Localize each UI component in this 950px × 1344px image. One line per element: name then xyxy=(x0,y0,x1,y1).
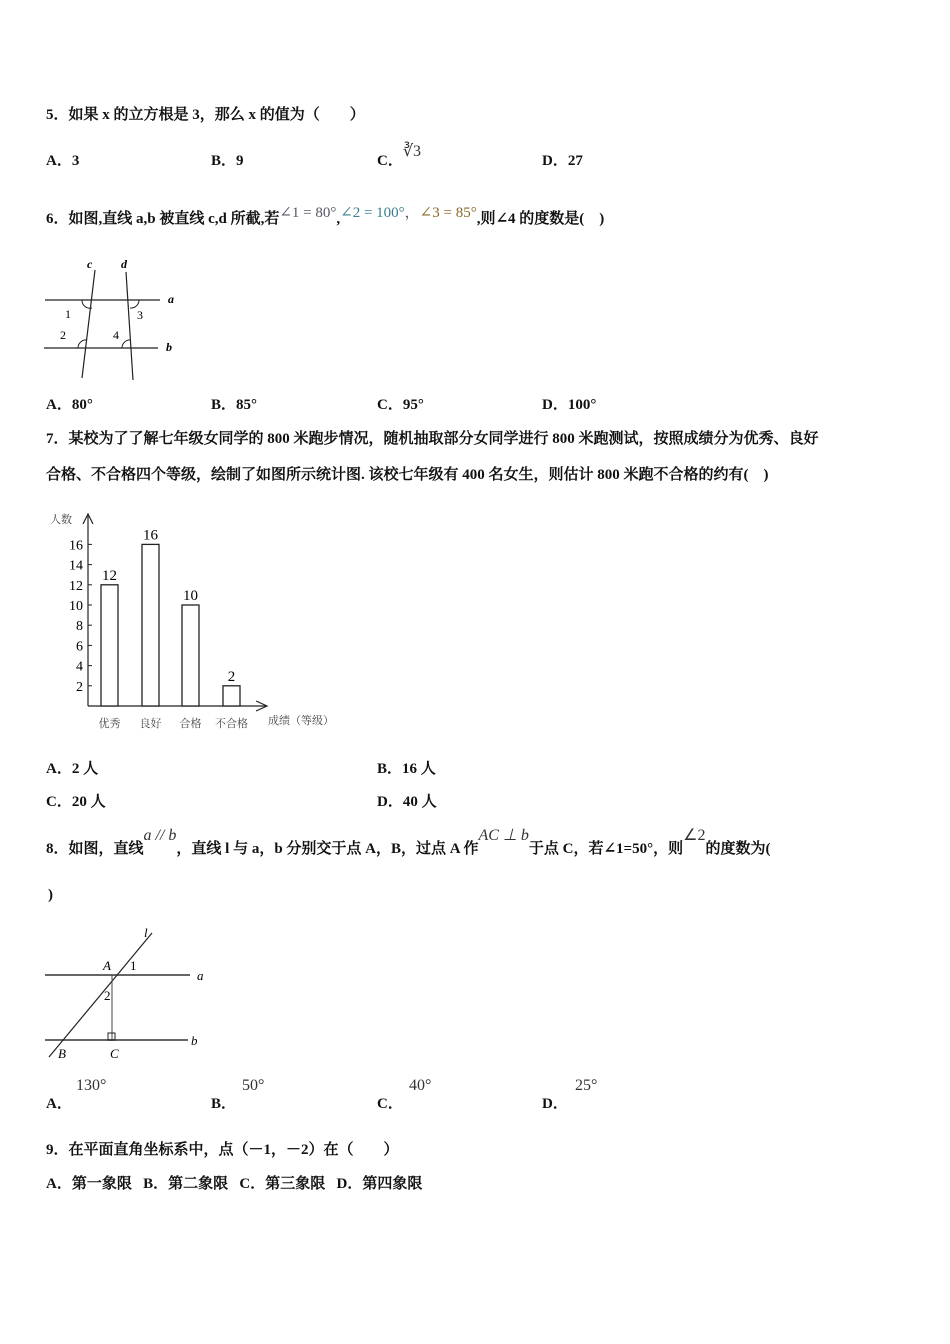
label-point-a: A xyxy=(103,958,111,973)
condition-3: ∠3 = 85° xyxy=(419,205,477,221)
option-value: 100° xyxy=(567,397,597,413)
q9-option-d[interactable] xyxy=(337,1176,423,1192)
q9-stem: 9．在平面直角坐标系中，点（－1，－2）在（ ） xyxy=(46,1142,399,1158)
q8-option-d-label[interactable]: D． xyxy=(542,1096,568,1112)
option-label: B． xyxy=(211,153,237,169)
option-value: 40 人 xyxy=(402,794,437,810)
option-label: D． xyxy=(542,397,568,413)
y-tick-label: 16 xyxy=(69,538,83,554)
option-label: C． xyxy=(377,153,403,169)
option-label: C． xyxy=(239,1176,266,1192)
label-angle-1: 1 xyxy=(130,958,137,973)
stem-text: 6．如图,直线 a,b 被直线 c,d 所截,若 xyxy=(46,211,280,227)
label-angle-1: 1 xyxy=(65,307,71,321)
bar-value-label: 10 xyxy=(183,588,198,604)
option-label: A． xyxy=(46,397,72,413)
bar-value-label: 12 xyxy=(102,567,117,584)
label-line-a: a xyxy=(197,968,204,983)
separator: ， xyxy=(404,205,420,221)
q9-option-c[interactable] xyxy=(239,1176,325,1192)
option-label: C． xyxy=(46,794,72,810)
option-value: 20 人 xyxy=(71,794,106,810)
condition-1: ∠1 = 80° xyxy=(279,205,337,221)
option-value: 3 xyxy=(71,153,80,169)
condition-2: ∠2 = 100° xyxy=(340,205,405,221)
q7-stem-line-1: 7．某校为了了解七年级女同学的 800 米跑步情况，随机抽取部分女同学进行 800 米跑测试，按照成绩分为优秀、良好 xyxy=(46,431,819,447)
q8-option-b-value: 50° xyxy=(242,1077,265,1094)
option-label: C． xyxy=(377,397,403,413)
x-category-label: 良好 xyxy=(139,718,162,730)
y-axis-label: 人数 xyxy=(50,514,72,526)
y-tick-label: 2 xyxy=(76,679,83,695)
line-l xyxy=(49,933,152,1057)
stem-text: ，直线 l 与 a，b 分别交于点 A，B，过点 A 作 xyxy=(176,841,479,857)
option-value: 16 人 xyxy=(402,761,436,777)
q5-stem: 5．如果 x 的立方根是 3，那么 x 的值为（ ） xyxy=(46,107,365,123)
label-angle-2: 2 xyxy=(104,988,111,1003)
q8-option-c-value: 40° xyxy=(409,1077,432,1094)
option-value: 2 人 xyxy=(71,761,99,777)
label-point-c: C xyxy=(110,1046,119,1061)
q7-stem-line-2: 合格、不合格四个等级，绘制了如图所示统计图. 该校七年级有 400 名女生，则估计 800 米跑不合格的约有( ) xyxy=(46,467,769,483)
option-value: 第一象限 xyxy=(71,1176,132,1192)
option-value: 第四象限 xyxy=(362,1176,423,1192)
math-parallel: a // b xyxy=(143,827,177,844)
stem-text: 的度数为( xyxy=(705,841,771,857)
option-label: B． xyxy=(143,1176,169,1192)
option-label: D． xyxy=(336,1176,363,1192)
option-value: 第二象限 xyxy=(168,1176,229,1192)
option-value: 80° xyxy=(71,397,93,413)
label-angle-4: 4 xyxy=(113,328,119,342)
option-value: 9 xyxy=(236,153,244,169)
option-label: A． xyxy=(46,153,72,169)
label-l: l xyxy=(144,925,148,940)
x-category-label: 优秀 xyxy=(98,718,121,730)
label-angle-2: 2 xyxy=(60,328,66,342)
option-label: A． xyxy=(46,761,72,777)
q9-option-a[interactable] xyxy=(46,1176,132,1192)
option-label: D． xyxy=(377,794,403,810)
label-d: d xyxy=(121,257,127,271)
x-axis-label: 成绩（等级） xyxy=(268,715,334,727)
option-label: B． xyxy=(211,397,237,413)
option-value: 第三象限 xyxy=(265,1176,326,1192)
option-value: ∛3 xyxy=(402,143,422,160)
separator: , xyxy=(336,211,341,227)
bar-value-label: 2 xyxy=(227,668,236,685)
label-c: c xyxy=(87,257,93,271)
q9-option-b[interactable] xyxy=(143,1176,228,1192)
option-label: D． xyxy=(542,153,568,169)
label-b: b xyxy=(166,340,172,354)
y-tick-label: 4 xyxy=(76,659,83,675)
y-tick-label: 8 xyxy=(76,619,83,635)
q8-option-a-label[interactable]: A． xyxy=(46,1096,72,1112)
q8-option-a-value: 130° xyxy=(76,1077,107,1094)
label-point-b: B xyxy=(58,1046,66,1061)
label-line-b: b xyxy=(191,1033,198,1048)
q8-stem-close: ) xyxy=(48,887,53,903)
y-tick-label: 6 xyxy=(76,639,83,655)
option-value: 27 xyxy=(567,153,583,169)
q8-option-b-label[interactable]: B． xyxy=(211,1096,237,1112)
bar-value-label: 16 xyxy=(143,527,158,544)
x-category-label: 不合格 xyxy=(215,718,248,730)
option-value: 85° xyxy=(236,397,258,413)
option-label: B． xyxy=(377,761,403,777)
y-tick-label: 10 xyxy=(69,599,83,614)
option-label: A． xyxy=(46,1176,72,1192)
q9-options xyxy=(46,1172,422,1193)
label-a: a xyxy=(168,292,174,306)
option-value: 95° xyxy=(402,397,424,413)
stem-text: 8．如图，直线 xyxy=(46,841,144,857)
stem-text: 于点 C，若∠1=50°，则 xyxy=(528,841,684,857)
x-category-label: 合格 xyxy=(179,718,202,730)
q8-option-d-value: 25° xyxy=(575,1077,598,1094)
y-tick-label: 14 xyxy=(69,558,83,574)
q8-option-c-label[interactable]: C． xyxy=(377,1096,403,1112)
label-angle-3: 3 xyxy=(137,308,143,322)
math-angle-2: ∠2 xyxy=(683,827,706,844)
stem-text: ,则∠4 的度数是( ) xyxy=(476,211,605,227)
math-perpendicular: AC ⊥ b xyxy=(478,827,529,844)
y-tick-label: 12 xyxy=(69,578,83,594)
